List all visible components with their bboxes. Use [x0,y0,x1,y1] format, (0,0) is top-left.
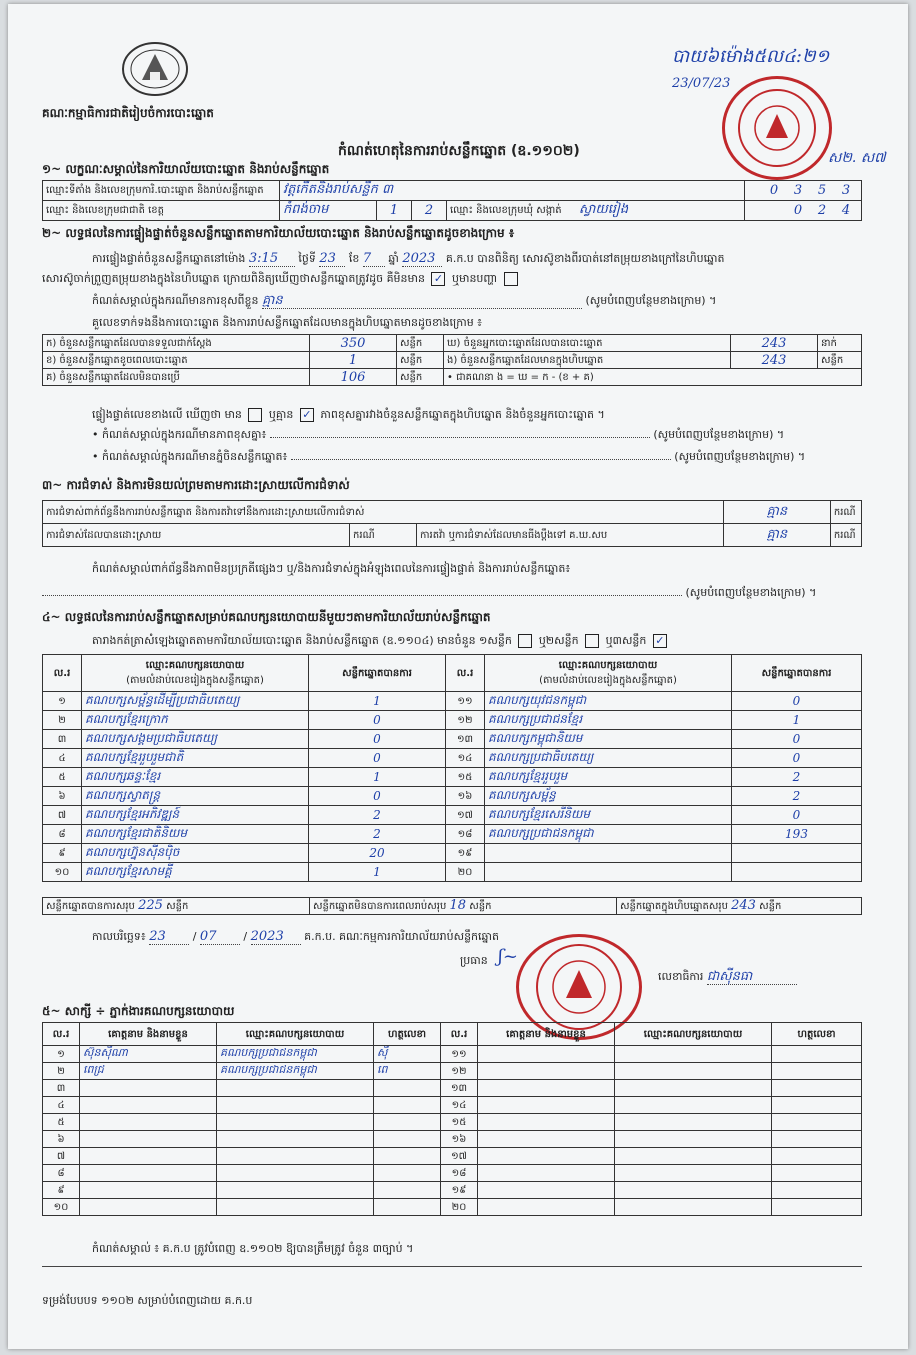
party-name: គណបក្សសង្គមប្រជាធិបតេយ្យ [82,730,309,749]
party-no: ៨ [43,825,82,844]
witness-party [615,1131,772,1148]
party-votes: 0 [732,749,862,768]
party-votes: 1 [309,768,446,787]
irregularity-fill: (សូមបំពេញបន្ថែមខាងក្រោម) ។ [42,586,862,600]
table-row [43,787,862,806]
witness-name: ពេជ្រ [80,1063,217,1080]
witness-no: ១៨ [441,1165,478,1182]
party-name: គណបក្សខ្មែររួបរួមជាតិ [82,749,309,768]
bullet-extra: • កំណត់សម្គាល់ក្នុងករណីមានភ្នំចិនសន្លឹកឆ្នោត៖ (សូមបំពេញបន្ថែមខាងក្រោម) ។ [92,450,806,463]
results-table: ល.រ ឈ្មោះគណបក្សនយោបាយ (តាមលំដាប់លេខរៀងក្នុងសន្លឹកឆ្នោត) សន្លឹកឆ្នោតបានការ ល.រ ឈ្មោះគណបក្សនយោបាយ (តាមលំដាប់លេខរៀងក្នុងសន្លឹកឆ្នោត) សន្លឹកឆ្នោតបានការ ១ គណបក្សសម្ព័ន្ធដើម្បីប្រជាធិបតេយ្យ 1 ១១ គណបក្សយុវជនកម្ពុជា 0 ២ គណបក្សខ្មែរក្រោក 0 ១២ គណបក្សប្រជាជនខ្មែរ 1 ៣ គណបក្សសង្គមប្រជាធិបតេយ្យ 0 ១៣ គណបក្សកម្ពុជានិយម 0 ៤ គណបក្សខ្មែររួបរួមជាតិ 0 ១៤ គណបក្សប្រជាធិបតេយ្យ 0 ៥ គណបក្សឆន្ទៈខ្មែរ 1 ១៥ គណបក្សខ្មែររួបរួម 2 ៦ គណបក្សស្វាតន្ត្រ 0 ១៦ គណបក្សសម្ព័ន្ធ 2 ៧ គណបក្សខ្មែរអភិវឌ្ឍន៍ 2 ១៧ គណបក្សខ្មែរសេរីនិយម 0 ៨ គណបក្សខ្មែរជាតិនិយម 2 ១៨ គណបក្សប្រជាជនកម្ពុជា 193 ៩ គណបក្សហ្វ៊ុនស៊ីនប៉ិច 20 ១៩ ១០ គណបក្សខ្មែរសាមគ្គី 1 ២០ [42,654,862,882]
party-votes: 2 [309,806,446,825]
witness-name [80,1080,217,1097]
party-no: ៥ [43,768,82,787]
party-no: ១៩ [446,844,485,863]
party-name: គណបក្សកម្ពុជានិយម [485,730,732,749]
party-name: គណបក្សឆន្ទៈខ្មែរ [82,768,309,787]
party-votes [732,863,862,882]
table-row [43,1165,862,1182]
witness-no: ៦ [43,1131,80,1148]
witness-party [217,1148,374,1165]
party-no: ១២ [446,711,485,730]
tally-1-checkbox[interactable] [518,634,532,648]
ballots-in-box-value: 243 [731,352,818,369]
appeals-count: គ្មាន [723,524,830,547]
party-votes: 2 [732,768,862,787]
party-votes: 2 [309,825,446,844]
witness-name [80,1165,217,1182]
province-label: ឈ្មោះ និងលេខក្រុមជាជាតិ ខេត្ត [43,201,280,221]
witness-party [217,1131,374,1148]
witness-signature [374,1080,441,1097]
top-date: 23/07/23 [672,76,731,91]
witness-no: ១៥ [441,1114,478,1131]
witness-name [478,1131,615,1148]
party-name: គណបក្សខ្មែរសេរីនិយម [485,806,732,825]
witness-signature [772,1182,862,1199]
total-ballots: 243 [731,898,756,913]
party-votes: 20 [309,844,446,863]
party-no: ១៣ [446,730,485,749]
party-votes: 0 [309,787,446,806]
party-no: ៣ [43,730,82,749]
count-table: ក) ចំនួនសន្លឹកឆ្នោតដែលបានទទួលជាក់ស្តែង 350 សន្លឹក ឃ) ចំនួនអ្នកបោះឆ្នោតដែលបានបោះឆ្នោត 243 នាក់ ខ) ចំនួនសន្លឹកឆ្នោតខូចពេលបោះឆ្នោត 1 សន្លឹក ង) ចំនួនសន្លឹកឆ្នោតដែលមានក្នុងហិបឆ្នោត 243 សន្លឹក គ) ចំនួនសន្លឹកឆ្នោតដែលមិនបានប្រើ 106 សន្លឹក • ជាគណនា ង = ឃ = ក - (ខ + គ) [42,334,862,386]
party-votes: 0 [309,749,446,768]
tally-3-checkbox[interactable]: ✓ [653,634,667,648]
party-name: គណបក្សសម្ព័ន្ធ [485,787,732,806]
witness-no: ១៧ [441,1148,478,1165]
table-row [43,1199,862,1216]
witness-signature [374,1114,441,1131]
party-no: ១១ [446,692,485,711]
party-no: ៩ [43,844,82,863]
witness-no: ១០ [43,1199,80,1216]
seal-problem-checkbox[interactable] [504,272,518,286]
section2-heading: ២~ លទ្ធផលនៃការផ្ទៀងផ្ទាត់ចំនួនសន្លឹកឆ្នោតតាមការិយាល័យបោះឆ្នោត និងរាប់សន្លឹកឆ្នោតដូចខាងក្រោម ៖ [42,226,515,240]
table-row [43,1080,862,1097]
table-row [43,844,862,863]
total-invalid: 18 [449,898,467,913]
witness-party [615,1097,772,1114]
table-row [43,1063,862,1080]
party-votes: 2 [732,787,862,806]
table-row [43,749,862,768]
witness-no: ២ [43,1063,80,1080]
party-name: គណបក្សខ្មែររួបរួម [485,768,732,787]
party-no: ១ [43,692,82,711]
table-row [43,1046,862,1063]
witness-no: ១៤ [441,1097,478,1114]
party-name: គណបក្សប្រជាធិបតេយ្យ [485,749,732,768]
polling-code: 0 3 5 3 [745,181,862,201]
witness-no: ២០ [441,1199,478,1216]
party-name: គណបក្សខ្មែរក្រោក [82,711,309,730]
org-name: គណៈកម្មាធិការជាតិរៀបចំការបោះឆ្នោត [42,106,214,120]
section1-heading: ១~ លក្ខណៈសម្គាល់នៃការិយាល័យបោះឆ្នោត និងរាប់សន្លឹកឆ្នោត [42,162,330,176]
secretary-line: លេខាធិការ ជាស៊ីនធា [658,970,797,985]
party-no: ៦ [43,787,82,806]
form-title: កំណត់ហេតុនៃការរាប់សន្លឹកឆ្នោត (ឧ.១១០២) [338,143,580,159]
party-votes: 0 [309,711,446,730]
irregularity-note: កំណត់សម្គាល់ពាក់ព័ន្ធនឹងភាពមិនប្រក្រតីផ្សេងៗ ឬ/និងការជំទាស់ក្នុងអំឡុងពេលនៃការផ្ទៀងផ្ទាត់ និងការរាប់សន្លឹកឆ្នោត៖ [92,562,571,575]
witness-no: ១១ [441,1046,478,1063]
witness-party [615,1046,772,1063]
numbers-intro: គួលេខទាក់ទងនឹងការបោះឆ្នោត និងការរាប់សន្លឹកឆ្នោតដែលមានក្នុងហិបឆ្នោតមានដូចខាងក្រោម ៖ [92,316,483,329]
witness-name [80,1148,217,1165]
witness-signature [772,1165,862,1182]
table-row [43,1131,862,1148]
seal-ok-checkbox[interactable]: ✓ [431,272,445,286]
chair-signature: ʃ~ [498,946,518,967]
witness-party: គណបក្សប្រជាជនកម្ពុជា [217,1046,374,1063]
witness-party [217,1199,374,1216]
witness-name: ស៊ុនស៊ីណា [80,1046,217,1063]
witness-party [217,1080,374,1097]
party-votes: 1 [732,711,862,730]
witness-party [615,1080,772,1097]
witness-no: ៨ [43,1165,80,1182]
party-votes: 1 [309,863,446,882]
party-votes: 0 [732,692,862,711]
party-name: គណបក្សខ្មែរជាតិនិយម [82,825,309,844]
seal-check-line: សោរស៊ូចាក់ព្រួញតម្រុយខាងក្នុងនៃហិបឆ្នោត ក្រោយពិនិត្យឃើញថាសន្លឹកឆ្នោតត្រូវដូច គឺមិនមាន ✓ ឬមានបញ្ហា [42,272,521,286]
table-row [43,1114,862,1131]
witness-party [217,1097,374,1114]
top-sign: ស២. ស៧ [828,150,886,166]
witness-signature [374,1148,441,1165]
objections-count: គ្មាន [723,501,830,524]
party-name [485,863,732,882]
witness-signature [374,1165,441,1182]
unused-ballots-value: 106 [310,369,397,386]
party-votes: 0 [732,806,862,825]
witness-signature [772,1148,862,1165]
witness-signature [772,1131,862,1148]
discrepancy-note-line: កំណត់សម្គាល់ក្នុងករណីមានការខុសពីខ្លួន គ្មាន (សូមបំពេញបន្ថែមខាងក្រោម) ។ [92,293,717,308]
total-valid: 225 [138,898,163,913]
party-no: ១៤ [446,749,485,768]
witness-signature [374,1097,441,1114]
verification-line: ការផ្ទៀងផ្ទាត់ចំនួនសន្លឹកឆ្នោតនៅម៉ោង 3:15 ថ្ងៃទី 23 ខែ 7 ឆ្នាំ 2023 គ.ក.ប បានពិនិត្យ សោរស៊ូខាងពីរបាត់នៅតម្រុយខាងក្រៅនៃហិបឆ្នោត [92,251,725,266]
totals-table: សន្លឹកឆ្នោតបានការសរុប 225 សន្លឹក សន្លឹកឆ្នោតមិនបានការពេលរាប់សរុប 18 សន្លឹក សន្លឹកឆ្នោតក្នុងហិបឆ្នោតសរុប 243 សន្លឹក [42,897,862,915]
party-no: ១៥ [446,768,485,787]
polling-location-value: វត្តកើតនិងរាប់សន្លឹក ៣ [280,181,745,201]
section1-table [42,180,862,221]
witness-name [478,1046,615,1063]
witness-name [478,1165,615,1182]
table-row [43,692,862,711]
witness-name [478,1199,615,1216]
witness-party: គណបក្សប្រជាជនកម្ពុជា [217,1063,374,1080]
witness-signature [374,1131,441,1148]
party-no: ៤ [43,749,82,768]
witness-name [478,1080,615,1097]
witness-signature [772,1199,862,1216]
party-name: គណបក្សស្វាតន្ត្រ [82,787,309,806]
witness-signature [374,1199,441,1216]
table-row [43,1182,862,1199]
section4-heading: ៤~ លទ្ធផលនៃការរាប់សន្លឹកឆ្នោតសម្រាប់គណបក្សនយោបាយនីមួយៗតាមការិយាល័យរាប់សន្លឹកឆ្នោត [42,610,491,624]
table-row [43,730,862,749]
footnote: កំណត់សម្គាល់ ៖ គ.ក.ប ត្រូវបំពេញ ឧ.១១០២ ឱ្យបានត្រឹមត្រូវ ចំនួន ៣ច្បាប់ ។ [92,1242,414,1255]
difference-no-checkbox[interactable]: ✓ [300,408,314,422]
form-footer: ទម្រង់បែបបទ ១១០២ សម្រាប់បំពេញដោយ គ.ក.ប [42,1294,253,1307]
party-votes: 0 [309,730,446,749]
witness-party [615,1182,772,1199]
witness-no: ១៩ [441,1182,478,1199]
table-row [43,863,862,882]
witness-no: ១៦ [441,1131,478,1148]
emblem-icon [120,40,190,98]
party-votes: 193 [732,825,862,844]
party-no: ៧ [43,806,82,825]
witness-name [478,1114,615,1131]
tally-sheet-line: តារាងកត់ត្រាសំឡេងឆ្នោតតាមការិយាល័យបោះឆ្នោត និងរាប់សន្លឹកឆ្នោត (ឧ.១១០៤) មានចំនួន ១សន្លឹក ឬ២សន្លឹក ឬ៣សន្លឹក ✓ [92,634,670,648]
commune-code: 0 2 4 [745,201,862,221]
party-no: ២០ [446,863,485,882]
witness-party [615,1063,772,1080]
party-name: គណបក្សប្រជាជនកម្ពុជា [485,825,732,844]
footer-divider [42,1266,862,1267]
party-votes: 0 [732,730,862,749]
witness-party [615,1199,772,1216]
party-no: ១៨ [446,825,485,844]
table-row [43,806,862,825]
province-code-2: 2 [412,201,447,221]
spoiled-ballots-value: 1 [310,352,397,369]
witness-name [80,1182,217,1199]
witness-party [615,1165,772,1182]
received-ballots-value: 350 [310,335,397,352]
party-name: គណបក្សខ្មែរអភិវឌ្ឍន៍ [82,806,309,825]
party-name: គណបក្សហ្វ៊ុនស៊ីនប៉ិច [82,844,309,863]
party-no: ១៧ [446,806,485,825]
witness-no: ៣ [43,1080,80,1097]
witness-signature [772,1097,862,1114]
party-votes: 1 [309,692,446,711]
party-name: គណបក្សយុវជនកម្ពុជា [485,692,732,711]
signature-date: កាលបរិច្ឆេទ៖ 23 / 07 / 2023 គ.ក.ប. គណៈកម្មការការិយាល័យរាប់សន្លឹកឆ្នោត [92,929,499,944]
witness-name [478,1148,615,1165]
chair-label: ប្រធាន [460,954,488,967]
witness-signature: ពេ [374,1063,441,1080]
witness-signature [772,1114,862,1131]
witness-no: ៥ [43,1114,80,1131]
witness-name [80,1114,217,1131]
witness-no: ៤ [43,1097,80,1114]
witness-signature [374,1182,441,1199]
party-no: ១៦ [446,787,485,806]
party-name: គណបក្សប្រជាជនខ្មែរ [485,711,732,730]
official-stamp-top [722,76,832,180]
witness-signature [772,1046,862,1063]
witness-signature [772,1080,862,1097]
difference-check-line: ផ្ទៀងផ្ទាត់លេខខាងលើ ឃើញថា មាន ឬគ្មាន ✓ ភាពខុសគ្នារវាងចំនួនសន្លឹកឆ្នោតក្នុងហិបឆ្នោត និងចំនួនអ្នកបោះឆ្នោត ។ [92,408,605,421]
section5-heading: ៥~ សាក្សី ÷ ភ្នាក់ងារគណបក្សនយោបាយ [42,1004,235,1018]
witness-name [80,1199,217,1216]
objections-table: ការជំទាស់ពាក់ព័ន្ធនឹងការរាប់សន្លឹកឆ្នោត និងការតវ៉ាទៅនឹងការដោះស្រាយលើការជំទាស់ គ្មាន ករណី ការជំទាស់ដែលបានដោះស្រាយ ករណី ការតវ៉ា ឬការជំទាស់ដែលមានធីងប្តឹងទៅ គ.ឃ.សប គ្មាន ករណី [42,500,862,547]
table-row [43,768,862,787]
ballot-count-form [8,4,908,1349]
province-code-1: 1 [377,201,412,221]
witness-party [615,1114,772,1131]
commune-field: ឈ្មោះ និងលេខក្រុមឃុំ សង្កាត់ ស្វាយរៀង [447,201,745,221]
witness-name [478,1097,615,1114]
party-no: ២ [43,711,82,730]
witness-no: ១ [43,1046,80,1063]
difference-yes-checkbox[interactable] [248,408,262,422]
witness-party [615,1148,772,1165]
witness-signature: ស៊ី [374,1046,441,1063]
table-row [43,711,862,730]
witness-party [217,1114,374,1131]
witness-signature [772,1063,862,1080]
party-name: គណបក្សខ្មែរសាមគ្គី [82,863,309,882]
witness-name [478,1182,615,1199]
party-no: ១០ [43,863,82,882]
party-votes [732,844,862,863]
witness-party [217,1182,374,1199]
section3-heading: ៣~ ការជំទាស់ និងការមិនយល់ព្រមតាមការដោះស្រាយលើការជំទាស់ [42,478,350,492]
table-row [43,1097,862,1114]
witness-no: ១២ [441,1063,478,1080]
tally-2-checkbox[interactable] [585,634,599,648]
voters-value: 243 [731,335,818,352]
witness-no: ៧ [43,1148,80,1165]
party-name: គណបក្សសម្ព័ន្ធដើម្បីប្រជាធិបតេយ្យ [82,692,309,711]
party-name [485,844,732,863]
witness-name [80,1131,217,1148]
province-value: កំពង់ចាម [280,201,377,221]
witness-name [80,1097,217,1114]
witness-no: ១៣ [441,1080,478,1097]
table-row [43,1148,862,1165]
witness-table: ល.រ គោត្តនាម និងនាមខ្លួន ឈ្មោះគណបក្សនយោបាយ ហត្ថលេខា ល.រ គោត្តនាម និងនាមខ្លួន ឈ្មោះគណបក្សនយោបាយ ហត្ថលេខា ១ ស៊ុនស៊ីណា គណបក្សប្រជាជនកម្ពុជា ស៊ី ១១ ២ ពេជ្រ គណបក្សប្រជាជនកម្ពុជា ពេ ១២ ៣ ១៣ ៤ ១៤ ៥ ១៥ ៦ ១៦ ៧ ១៧ ៨ ១៨ ៩ ១៩ ១០ ២០ [42,1022,862,1216]
top-handwriting: បាយ៦ម៉ោង៥ល៤:២១ [672,46,830,67]
bullet-difference: • កំណត់សម្គាល់ក្នុងករណីមានភាពខុសគ្នា៖ (សូមបំពេញបន្ថែមខាងក្រោម) ។ [92,428,785,441]
table-row [43,825,862,844]
witness-party [217,1165,374,1182]
witness-no: ៩ [43,1182,80,1199]
witness-name [478,1063,615,1080]
polling-location-label: ឈ្មោះទីតាំង និងលេខក្រុមការិ.បោះឆ្នោត និងរាប់សន្លឹកឆ្នោត [43,181,280,201]
